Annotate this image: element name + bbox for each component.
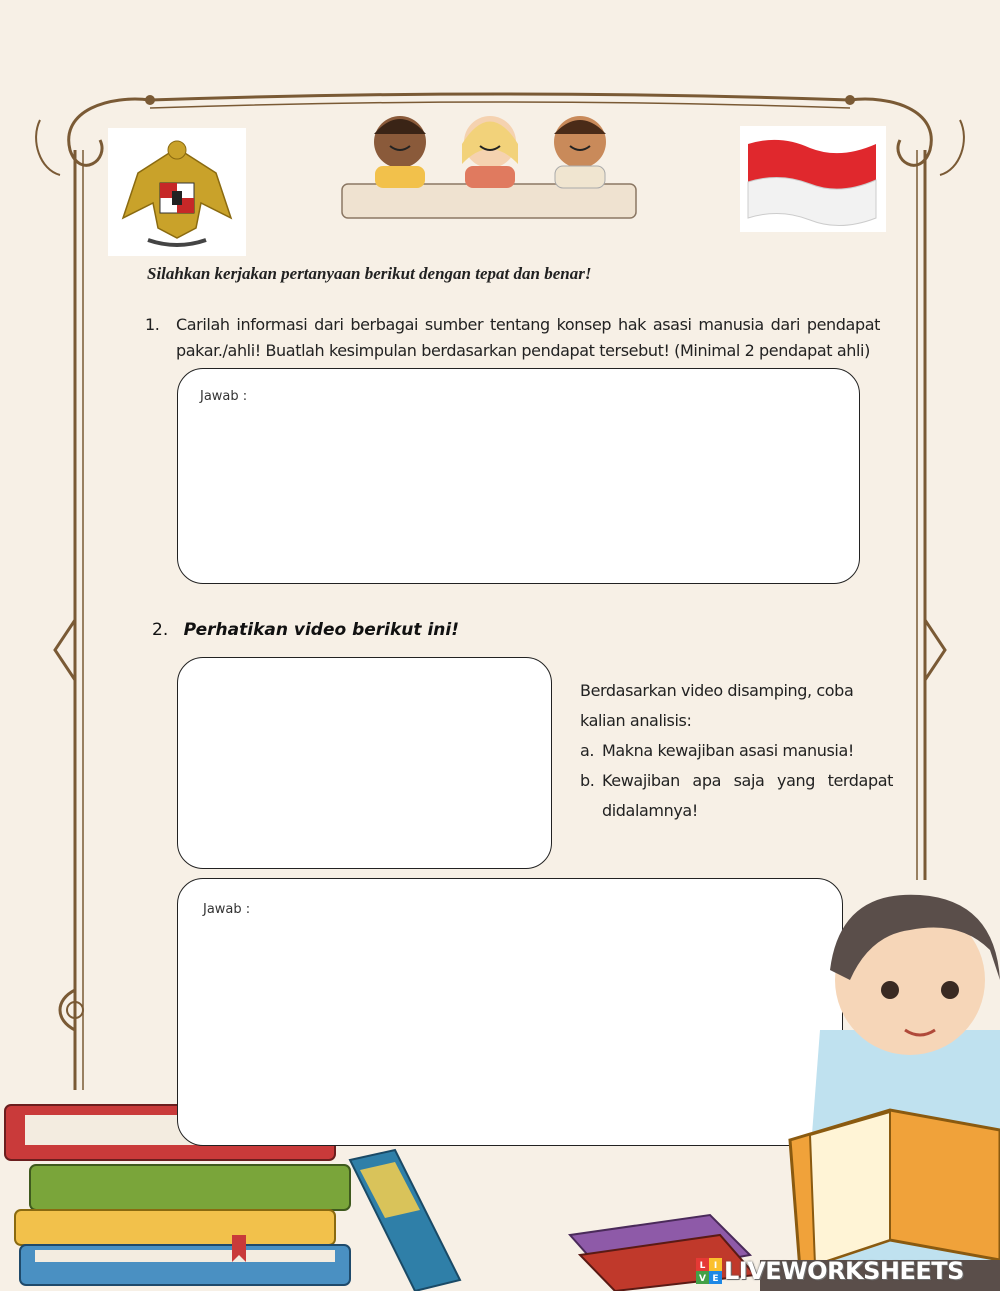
children-illustration bbox=[340, 104, 638, 220]
video-placeholder[interactable] bbox=[177, 657, 552, 869]
question-1 bbox=[145, 312, 880, 364]
question-2-item-b bbox=[580, 766, 893, 826]
watermark-text: LIVEWORKSHEETS bbox=[724, 1257, 964, 1285]
question-2-number: 2. bbox=[152, 620, 169, 640]
question-1-text: Carilah informasi dari berbagai sumber tentang konsep hak asasi manusia dari pendapat pakar./ahli! Buatlah kesimpulan berdasarkan pendapat tersebut! (Minimal 2 pendapat ahli) bbox=[176, 315, 880, 360]
logo-letter-e: E bbox=[712, 1274, 719, 1284]
item-a-text: Makna kewajiban asasi manusia! bbox=[602, 741, 854, 760]
liveworksheets-watermark bbox=[696, 1254, 996, 1288]
indonesia-flag bbox=[740, 126, 886, 232]
answer-label-1: Jawab : bbox=[200, 389, 248, 404]
logo-letter-l: L bbox=[699, 1261, 706, 1271]
item-b-text: Kewajiban apa saja yang terdapat didalamnya! bbox=[602, 771, 893, 820]
question-2-heading bbox=[152, 620, 459, 640]
question-2-title: Perhatikan video berikut ini! bbox=[183, 620, 459, 640]
logo-letter-i: I bbox=[713, 1261, 718, 1271]
question-2-instructions bbox=[580, 676, 893, 826]
logo-letter-v: V bbox=[699, 1274, 706, 1284]
question-2-item-a bbox=[580, 736, 893, 766]
answer-label-2: Jawab : bbox=[203, 902, 251, 917]
question-2-intro: Berdasarkan video disamping, coba kalian analisis: bbox=[580, 681, 854, 730]
item-b-mark: b. bbox=[580, 771, 595, 790]
liveworksheets-logo-icon bbox=[696, 1258, 722, 1284]
answer-box-1[interactable] bbox=[177, 368, 860, 584]
question-1-number: 1. bbox=[145, 315, 160, 334]
garuda-emblem bbox=[108, 128, 246, 256]
answer-box-2[interactable] bbox=[177, 878, 843, 1146]
item-a-mark: a. bbox=[580, 741, 595, 760]
instruction-text: Silahkan kerjakan pertanyaan berikut dengan tepat dan benar! bbox=[147, 264, 592, 283]
boy-reading-illustration bbox=[760, 880, 1000, 1291]
